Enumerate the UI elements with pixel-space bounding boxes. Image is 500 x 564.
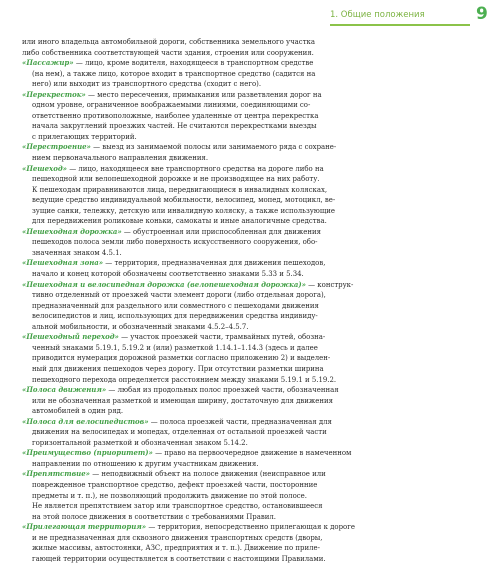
definition-text: либо собственника соответствующей части здания, строения или сооружения. xyxy=(22,48,314,57)
definition-text: — лицо, находящееся вне транспортного средства на дороге либо на xyxy=(66,164,324,173)
document-body xyxy=(22,37,480,563)
text-line xyxy=(22,311,480,322)
definition-paragraph xyxy=(22,469,480,522)
definition-paragraph xyxy=(22,332,480,385)
text-line xyxy=(22,533,480,544)
definition-text: — место пересечения, примыкания или разветвления дорог на xyxy=(85,90,322,99)
text-line xyxy=(22,427,480,438)
text-line xyxy=(22,543,480,554)
definition-paragraph xyxy=(22,142,480,163)
text-line xyxy=(22,301,480,312)
definition-paragraph xyxy=(22,280,480,333)
definition-text: или иного владельца автомобильной дороги, собственника земельного участка xyxy=(22,38,316,46)
definition-text: с прилегающих территорий. xyxy=(32,132,137,141)
definition-paragraph xyxy=(22,37,480,58)
defined-term: «Пешеходный переход» xyxy=(22,332,119,342)
text-line xyxy=(22,417,480,428)
text-line xyxy=(22,280,480,291)
definition-text: нием первоначального направления движения. xyxy=(32,154,209,163)
definition-text: — конструк- xyxy=(305,280,354,289)
defined-term: «Пешеходная зона» xyxy=(22,258,104,268)
defined-term: «Пассажир» xyxy=(22,58,74,68)
page-number: 9 xyxy=(476,4,488,24)
definition-text: (на нем), а также лицо, которое входит в транспортное средство (садится на xyxy=(32,69,316,78)
definition-text: зущие санки, тележку, детскую или инвалидную коляску, а также использующие xyxy=(32,206,336,215)
header-accent-bar xyxy=(330,24,470,26)
definition-paragraph xyxy=(22,90,480,143)
definition-text: жилые массивы, автостоянки, АЗС, предприятия и т. п.). Движение по приле- xyxy=(32,544,320,553)
defined-term: «Пешеход» xyxy=(22,163,67,173)
text-line xyxy=(22,216,480,227)
text-line xyxy=(22,364,480,375)
text-line xyxy=(22,111,480,122)
text-line xyxy=(22,48,480,59)
definition-text: альной мобильности, и обозначенный знаками 4.5.2–4.5.7. xyxy=(32,322,249,331)
definition-text: него) или выходит из транспортного средства (сходит с него). xyxy=(32,80,262,89)
text-line xyxy=(22,258,480,269)
definition-text: ответственно противоположные, наиболее удаленные от центра перекрестка xyxy=(32,111,319,120)
definition-text: предназначенный для раздельного или совместного с пешеходами движения xyxy=(32,301,319,310)
text-line xyxy=(22,469,480,480)
defined-term: «Перестроение» xyxy=(22,142,91,152)
text-line xyxy=(22,459,480,470)
text-line xyxy=(22,353,480,364)
definition-text: — территория, предназначенная для движения пешеходов, xyxy=(103,259,326,268)
definition-text: одном уровне, ограниченное воображаемыми линиями, соединяющими со- xyxy=(32,101,311,110)
text-line xyxy=(22,522,480,533)
definition-text: ный для движения пешеходов через дорогу. При отсутствии разметки ширина xyxy=(32,364,324,373)
defined-term: «Пешеходная дорожка» xyxy=(22,226,122,236)
definition-text: ченный знаками 5.19.1, 5.19.2 и (или) разметкой 1.14.1–1.14.3 (здесь и далее xyxy=(32,343,318,352)
defined-term: «Прилегающая территория» xyxy=(22,522,147,532)
text-line xyxy=(22,153,480,164)
text-line xyxy=(22,448,480,459)
text-line xyxy=(22,69,480,80)
text-line xyxy=(22,185,480,196)
definition-text: или не обозначенная разметкой и имеющая ширину, достаточную для движения xyxy=(32,396,334,405)
text-line xyxy=(22,37,480,48)
definition-text: начало и конец которой обозначены соответственно знаками 5.33 и 5.34. xyxy=(32,270,304,279)
definition-text: направлении по отношению к другим участникам движения. xyxy=(32,459,259,468)
definition-text: для передвижения роликовые коньки, самокаты и иные аналогичные средства. xyxy=(32,217,327,226)
text-line xyxy=(22,480,480,491)
text-line xyxy=(22,206,480,217)
definition-text: приводится нумерация дорожной разметки согласно приложению 2) и выделен- xyxy=(32,354,331,363)
definition-text: ведущие средство индивидуальной мобильности, велосипед, мопед, мотоцикл, ве- xyxy=(32,196,336,205)
definition-text: Не является препятствием затор или транспортное средство, остановившееся xyxy=(32,502,323,511)
definition-text: начала закруглений проезжих частей. Не считаются перекрестками выезды xyxy=(32,122,317,131)
page-header xyxy=(0,0,500,40)
definition-text: велосипедистов и лиц, использующих для передвижения средства индивиду- xyxy=(32,312,318,321)
definition-paragraph xyxy=(22,448,480,469)
definition-text: на этой полосе движения в соответствии с требованиями Правил. xyxy=(32,512,277,521)
definition-text: тивно отделенный от проезжей части элемент дороги (либо отдельная дорога), xyxy=(32,291,326,300)
text-line xyxy=(22,90,480,101)
definition-text: К пешеходам приравниваются лица, передвигающиеся в инвалидных колясках, xyxy=(32,185,328,194)
defined-term: «Полоса для велосипедистов» xyxy=(22,416,149,426)
text-line xyxy=(22,79,480,90)
definition-text: — обустроенная или приспособленная для движения xyxy=(121,227,321,236)
definition-paragraph xyxy=(22,227,480,259)
definition-text: горизонтальной разметкой и обозначенная знаком 5.14.2. xyxy=(32,438,248,447)
definition-text: пешеходной или велопешеходной дорожке и не производящее на них работу. xyxy=(32,175,320,184)
definition-paragraph xyxy=(22,164,480,227)
definition-paragraph xyxy=(22,258,480,279)
section-title: 1. Общие положения xyxy=(330,10,425,20)
text-line xyxy=(22,237,480,248)
text-line xyxy=(22,227,480,238)
text-line xyxy=(22,290,480,301)
definition-text: автомобилей в один ряд. xyxy=(32,407,124,416)
text-line xyxy=(22,58,480,69)
text-line xyxy=(22,132,480,143)
definition-text: поврежденное транспортное средство, дефект проезжей части, посторонние xyxy=(32,480,318,489)
definition-text: пешеходов полоса земли либо поверхность искусственного сооружения, обо- xyxy=(32,238,318,247)
text-line xyxy=(22,322,480,333)
definition-text: движения на велосипедах и мопедах, отделенная от остальной проезжей части xyxy=(32,428,327,437)
defined-term: «Пешеходная и велосипедная дорожка (велопешеходная дорожка)» xyxy=(22,279,306,289)
definition-text: — любая из продольных полос проезжей части, обозначенная xyxy=(106,386,339,395)
text-line xyxy=(22,100,480,111)
text-line xyxy=(22,121,480,132)
defined-term: «Полоса движения» xyxy=(22,385,107,395)
defined-term: «Преимущество (приоритет)» xyxy=(22,448,153,458)
definition-text: — право на первоочередное движение в намеченном xyxy=(152,449,352,458)
definition-text: предметы и т. п.), не позволяющий продолжить движение по этой полосе. xyxy=(32,491,307,500)
definition-paragraph xyxy=(22,522,480,564)
text-line xyxy=(22,396,480,407)
text-line xyxy=(22,174,480,185)
definition-text: — неподвижный объект на полосе движения (неисправное или xyxy=(89,470,326,479)
text-line xyxy=(22,142,480,153)
text-line xyxy=(22,343,480,354)
definition-paragraph xyxy=(22,58,480,90)
text-line xyxy=(22,512,480,523)
definition-text: — лицо, кроме водителя, находящееся в транспортном средстве xyxy=(73,59,314,68)
definition-text: и не предназначенная для сквозного движения транспортных средств (дворы, xyxy=(32,533,323,542)
text-line xyxy=(22,501,480,512)
text-line xyxy=(22,332,480,343)
defined-term: «Перекресток» xyxy=(22,89,86,99)
definition-text: значенная знаком 4.5.1. xyxy=(32,248,122,257)
definition-text: — участок проезжей части, трамвайных путей, обозна- xyxy=(118,333,326,342)
text-line xyxy=(22,269,480,280)
definition-paragraph xyxy=(22,385,480,417)
definition-text: — выезд из занимаемой полосы или занимаемого ряда с сохране- xyxy=(90,143,337,152)
text-line xyxy=(22,248,480,259)
text-line xyxy=(22,195,480,206)
definition-text: пешеходного перехода определяется расстоянием между знаками 5.19.1 и 5.19.2. xyxy=(32,375,337,384)
text-line xyxy=(22,491,480,502)
text-line xyxy=(22,406,480,417)
text-line xyxy=(22,385,480,396)
definition-paragraph xyxy=(22,417,480,449)
text-line xyxy=(22,554,480,564)
definition-text: — территория, непосредственно прилегающая к дороге xyxy=(146,523,355,532)
definition-text: — полоса проезжей части, предназначенная для xyxy=(148,417,332,426)
text-line xyxy=(22,438,480,449)
definition-text: гающей территории осуществляется в соответствии с настоящими Правилами. xyxy=(32,554,326,563)
text-line xyxy=(22,164,480,175)
defined-term: «Препятствие» xyxy=(22,469,90,479)
text-line xyxy=(22,375,480,386)
